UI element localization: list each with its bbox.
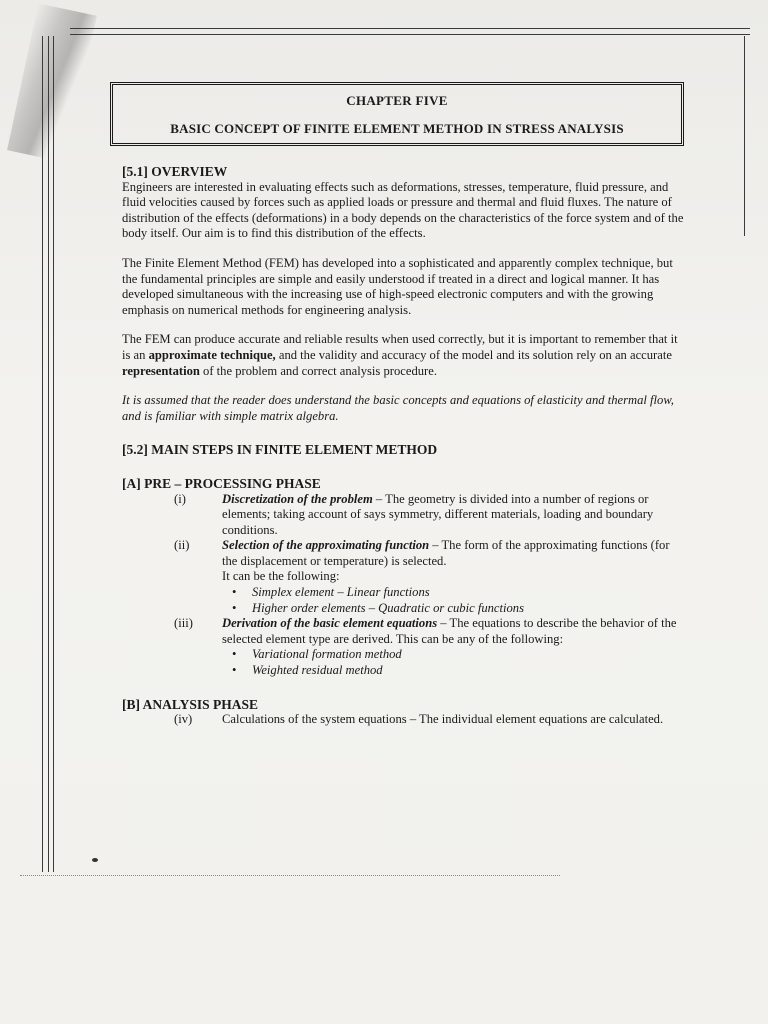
- overview-heading: [5.1] OVERVIEW: [122, 164, 228, 179]
- p3-part-e: of the problem and correct analysis procedure.: [199, 363, 437, 378]
- page-border-top-inner: [70, 34, 750, 35]
- step-item-i: [174, 492, 688, 539]
- analysis-heading: [B] ANALYSIS PHASE: [122, 696, 259, 712]
- step-term: Derivation of the basic element equations: [222, 616, 438, 631]
- chapter-header-box: [110, 82, 684, 146]
- step-item-ii: [174, 538, 688, 616]
- step-text: Calculations of the system equations – The individual element equations are calculated.: [222, 712, 664, 727]
- page-border-left: [48, 36, 49, 872]
- overview-paragraph-2: The Finite Element Method (FEM) has developed into a sophisticated and apparently complex technique, but the fundamental principles are simple and easily understood if treated in a direct and logical manner. It has developed simultaneous with the increasing use of high-speed electronic computers and with the growing emphasis on numerical methods for engineering analysis.: [122, 255, 673, 317]
- step-text: – The form of the approximating functions (for the displacement or temperature) is selected.: [222, 538, 670, 568]
- step-item-iii: [174, 616, 688, 678]
- bullet-list: [222, 647, 688, 678]
- overview-paragraph-3: [122, 332, 688, 379]
- list-item: • Higher order elements – Quadratic or cubic functions: [232, 600, 525, 615]
- chapter-title: BASIC CONCEPT OF FINITE ELEMENT METHOD IN STRESS ANALYSIS: [170, 121, 624, 136]
- ink-smudge: [92, 858, 98, 862]
- page-border-right: [744, 36, 745, 236]
- step-term: Selection of the approximating function: [222, 538, 430, 553]
- step-text: – The equations to describe the behavior of the selected element type are derived. This can be any of the following:: [222, 616, 677, 646]
- bullet-list: [222, 585, 688, 616]
- step-number: (iii): [174, 616, 193, 631]
- overview-paragraph-1: Engineers are interested in evaluating effects such as deformations, stresses, temperature, fluid pressure, and fluid velocities caused by forces such as applied loads or pressure and thermal and fluid fluxes. The nature of distribution of the effects (deformations) in a body depends on the characteristics of the force system and of the body itself. Our aim is to find this distribution of the effects.: [122, 179, 684, 241]
- p3-part-a: The FEM can produce accurate and reliable results when used correctly, but it is important to remember that it is an: [122, 332, 678, 362]
- bullet-icon: •: [232, 600, 237, 615]
- p3-bold-representation: representation: [122, 363, 200, 378]
- page-border-top: [70, 28, 750, 29]
- bullet-icon: •: [232, 647, 237, 662]
- step-number: (i): [174, 491, 186, 506]
- step-extra-text: It can be the following:: [222, 569, 340, 584]
- overview-paragraph-4: It is assumed that the reader does understand the basic concepts and equations of elasticity and thermal flow, and is familiar with simple matrix algebra.: [122, 393, 674, 423]
- p3-bold-approximate: approximate technique,: [148, 347, 276, 362]
- step-term: Discretization of the problem: [222, 491, 373, 506]
- step-text: – The geometry is divided into a number of regions or elements; taking account of says symmetry, different materials, loading and boundary conditions.: [222, 491, 654, 537]
- bullet-icon: •: [232, 663, 237, 678]
- bullet-icon: •: [232, 585, 237, 600]
- p3-part-c: and the validity and accuracy of the model and its solution rely on an accurate: [275, 347, 672, 362]
- step-number: (ii): [174, 538, 190, 553]
- chapter-number: CHAPTER FIVE: [346, 93, 448, 108]
- list-item: • Simplex element – Linear functions: [232, 585, 430, 600]
- list-item: • Variational formation method: [232, 647, 402, 662]
- preprocessing-heading: [A] PRE – PROCESSING PHASE: [122, 475, 321, 491]
- main-steps-heading: [5.2] MAIN STEPS IN FINITE ELEMENT METHOD: [122, 442, 438, 458]
- page-content: [122, 164, 688, 728]
- page-border-left-outer: [42, 36, 43, 872]
- list-item: • Weighted residual method: [232, 663, 383, 678]
- step-item-iv: [174, 712, 688, 728]
- step-number: (iv): [174, 712, 193, 727]
- bottom-rule: [20, 875, 560, 876]
- page-border-left-inner: [53, 36, 54, 872]
